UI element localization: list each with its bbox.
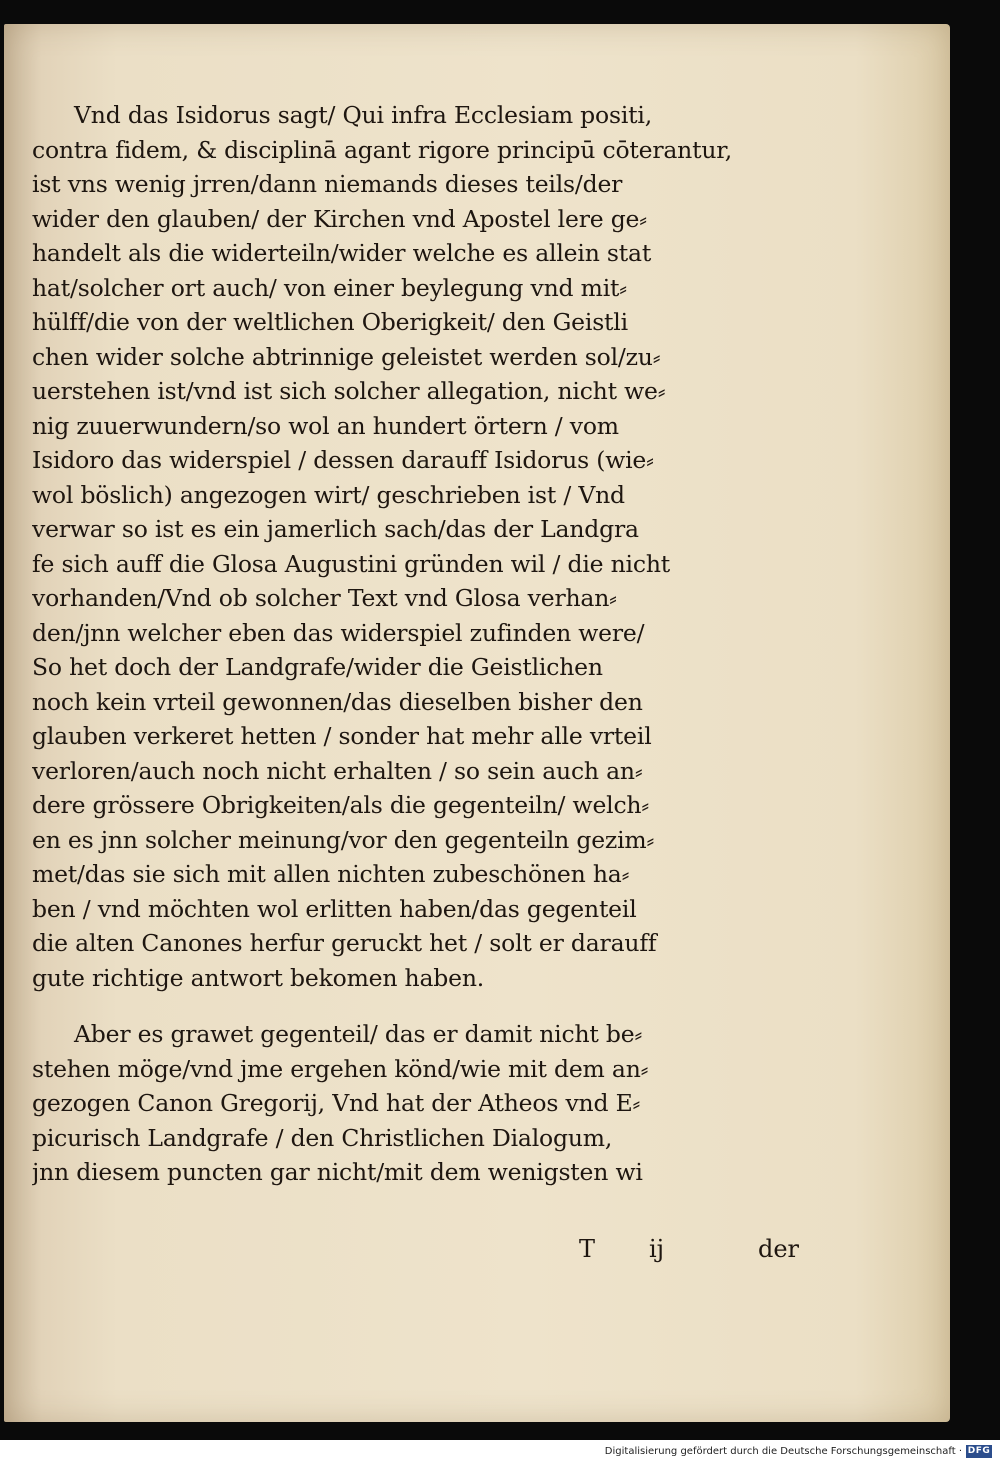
- dfg-logo: DFG: [967, 1446, 991, 1456]
- text-line: verwar so ist es ein jamerlich sach/das der Landgra: [32, 515, 639, 543]
- signature-line: [574, 1229, 799, 1269]
- text-line: gezogen Canon Gregorij, Vnd hat der Atheos vnd E⸗: [32, 1089, 641, 1117]
- signature-mark: T: [579, 1235, 596, 1263]
- footer-bar: [0, 1440, 1000, 1465]
- text-line: chen wider solche abtrinnige geleistet werden sol/zu⸗: [32, 342, 661, 371]
- text-line: handelt als die widerteiln/wider welche es allein stat: [32, 239, 652, 267]
- catchword: der: [757, 1235, 799, 1263]
- text-line: Vnd das Isidorus sagt/ Qui infra Ecclesiam positi,: [74, 101, 652, 129]
- text-line: picurisch Landgrafe / den Christlichen Dialogum,: [32, 1123, 613, 1152]
- text-line: ist vns wenig jrren/dann niemands dieses teils/der: [32, 170, 623, 198]
- text-line: dere grössere Obrigkeiten/als die gegenteiln/ welch⸗: [32, 791, 649, 819]
- text-line: ben / vnd möchten wol erlitten haben/das gegenteil: [32, 894, 637, 923]
- text-line: verloren/auch noch nicht erhalten / so sein auch an⸗: [32, 756, 643, 785]
- text-line: die alten Canones herfur geruckt het / solt er darauff: [32, 929, 657, 957]
- text-line: contra fidem, & disciplinā agant rigore principū cōterantur,: [32, 135, 733, 164]
- text-line: stehen möge/vnd jme ergehen könd/wie mit dem an⸗: [32, 1054, 649, 1083]
- text-line: Isidoro das widerspiel / dessen darauff Isidorus (wie⸗: [32, 446, 654, 474]
- text-line: wider den glauben/ der Kirchen vnd Apostel lere ge⸗: [32, 204, 647, 233]
- text-line: hat/solcher ort auch/ von einer beylegung vnd mit⸗: [32, 273, 627, 302]
- text-line: hülff/die von der weltlichen Oberigkeit/ den Geistli: [32, 308, 628, 336]
- funding-credit: Digitalisierung gefördert durch die Deutsche Forschungsgemeinschaft ·: [604, 1446, 962, 1457]
- text-line: wol böslich) angezogen wirt/ geschrieben ist / Vnd: [32, 480, 625, 509]
- text-block: [32, 98, 817, 1190]
- text-line: fe sich auff die Glosa Augustini gründen wil / die nicht: [32, 549, 670, 578]
- text-line: met/das sie sich mit allen nichten zubeschönen ha⸗: [32, 860, 630, 888]
- text-line: jnn diesem puncten gar nicht/mit dem wenigsten wi: [32, 1158, 643, 1186]
- text-line: vorhanden/Vnd ob solcher Text vnd Glosa verhan⸗: [32, 584, 617, 612]
- text-line: uerstehen ist/vnd ist sich solcher allegation, nicht we⸗: [32, 377, 666, 405]
- text-line: noch kein vrteil gewonnen/das dieselben bisher den: [32, 687, 643, 716]
- text-line: en es jnn solcher meinung/vor den gegenteiln gezim⸗: [32, 825, 655, 854]
- book-page: [4, 24, 950, 1422]
- text-line: Aber es grawet gegenteil/ das er damit nicht be⸗: [74, 1020, 643, 1048]
- signature-number: ij: [649, 1235, 665, 1263]
- paragraph-gap: [32, 995, 817, 1017]
- text-line: nig zuuerwundern/so wol an hundert örtern / vom: [32, 411, 619, 440]
- text-line: gute richtige antwort bekomen haben.: [32, 963, 485, 992]
- text-line: den/jnn welcher eben das widerspiel zufinden were/: [32, 618, 645, 647]
- text-line: glauben verkeret hetten / sonder hat mehr alle vrteil: [32, 722, 652, 750]
- text-line: So het doch der Landgrafe/wider die Geistlichen: [32, 653, 603, 681]
